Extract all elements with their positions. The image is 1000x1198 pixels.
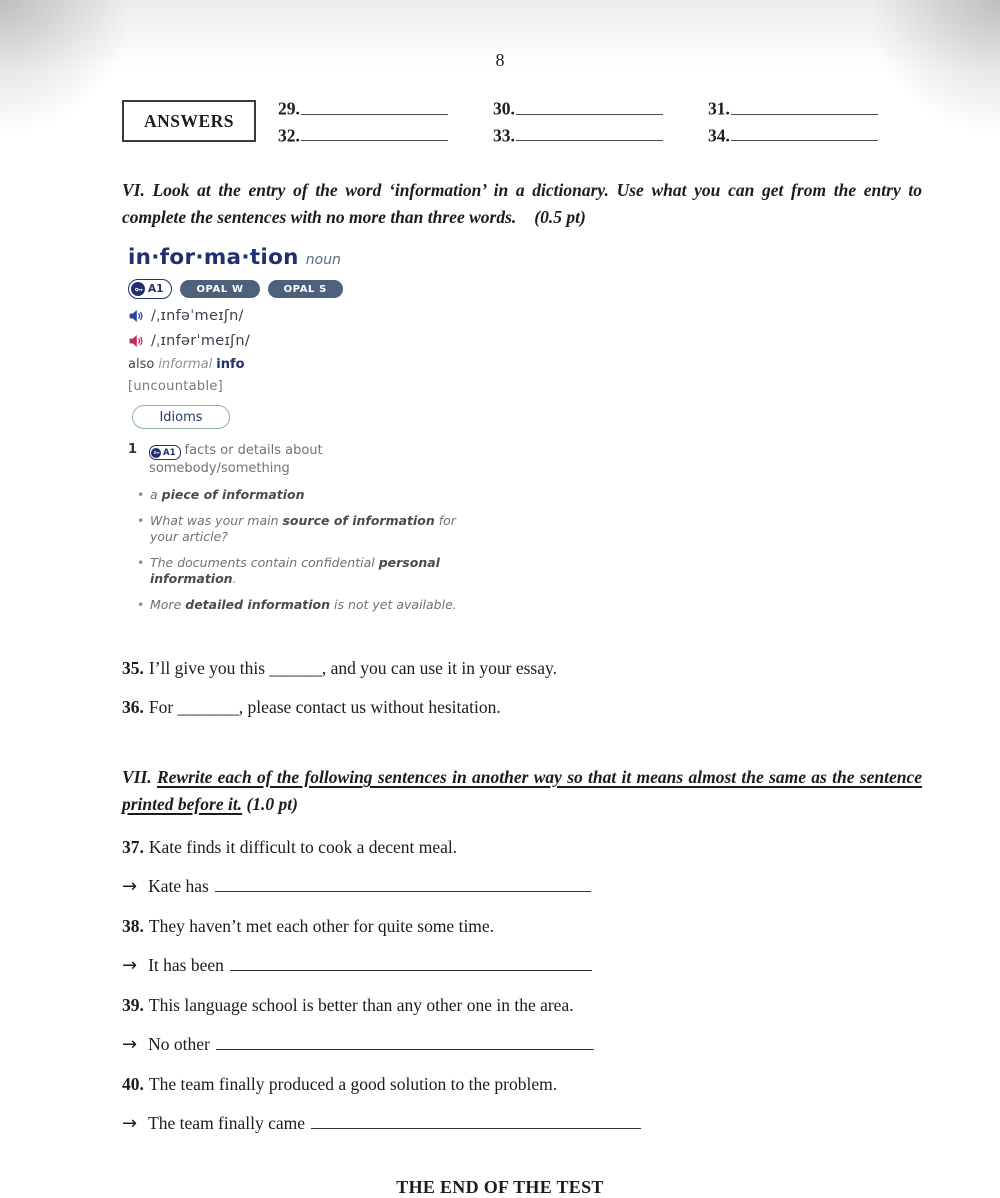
- arrow-icon: →: [122, 876, 138, 897]
- answer-line-38: [122, 952, 940, 979]
- pronunciation-uk-row: [128, 308, 473, 324]
- answer-number: 29.: [278, 98, 300, 119]
- question-text: The team finally produced a good solution to the problem.: [148, 1074, 558, 1094]
- page-number: 8: [495, 50, 505, 70]
- answer-line: [516, 123, 663, 142]
- question-35: [122, 655, 940, 681]
- question-40: [122, 1071, 940, 1097]
- grammar-label: [uncountable]: [128, 379, 224, 394]
- answer-line-40: [122, 1110, 940, 1137]
- speaker-icon-uk[interactable]: [128, 308, 144, 324]
- key-icon: [151, 448, 161, 458]
- answer-blank-line: [215, 874, 591, 893]
- answer-blank-line: [230, 953, 592, 972]
- speaker-icon-us[interactable]: [128, 333, 144, 349]
- question-text: This language school is better than any other one in the area.: [148, 995, 574, 1015]
- answer-line-39: [122, 1031, 940, 1058]
- dictionary-badge-row: [128, 279, 473, 299]
- key-icon: [131, 282, 145, 296]
- example-item: • More detailed information is not yet available.: [150, 597, 470, 614]
- example-item: • a piece of information: [150, 487, 470, 504]
- arrow-icon: →: [122, 1034, 138, 1055]
- level-label: A1: [163, 447, 176, 458]
- section-vi-text: VI. Look at the entry of the word ‘information’ in a dictionary. Use what you can get from the entry to complete the sentences with no more than three words.: [122, 180, 922, 227]
- answer-lead: Kate has: [148, 876, 209, 896]
- question-38: [122, 913, 940, 939]
- key-a1-mini-badge: [149, 445, 181, 460]
- register-label: informal: [158, 357, 213, 372]
- answer-blank-34: [708, 123, 923, 147]
- opal-s-badge[interactable]: OPAL S: [268, 280, 343, 298]
- also-informal-line: [128, 357, 473, 372]
- answer-lead: It has been: [148, 955, 224, 975]
- answers-section: [122, 96, 1000, 146]
- question-number: 40.: [122, 1074, 144, 1094]
- answer-line: [301, 123, 448, 142]
- question-37: [122, 834, 940, 860]
- opal-w-badge[interactable]: OPAL W: [180, 280, 259, 298]
- answers-box: ANSWERS: [122, 100, 256, 142]
- answer-blank-31: [708, 96, 923, 120]
- dictionary-headword-row: [128, 245, 473, 270]
- answer-number: 33.: [493, 125, 515, 145]
- section-vii-heading: [122, 764, 922, 818]
- section-vii-points: (1.0 pt): [246, 794, 298, 814]
- arrow-icon: →: [122, 955, 138, 976]
- ipa-us: /ˌɪnfərˈmeɪʃn/: [151, 333, 251, 349]
- pronunciation-us-row: [128, 333, 473, 349]
- end-of-test-label: THE END OF THE TEST: [396, 1177, 604, 1197]
- answer-number: 32.: [278, 125, 300, 145]
- question-number: 37.: [122, 837, 144, 857]
- answer-line: [516, 96, 663, 115]
- question-text: Kate finds it difficult to cook a decent meal.: [148, 837, 458, 857]
- question-text: For _______, please contact us without hesitation.: [148, 697, 501, 717]
- answer-lead: No other: [148, 1034, 210, 1054]
- answer-number: 31.: [708, 98, 730, 119]
- informal-variant: info: [216, 357, 245, 372]
- answer-blank-line: [216, 1032, 594, 1051]
- question-36: [122, 694, 940, 720]
- dict-headword: in·for·ma·tion: [128, 245, 299, 270]
- answer-line-37: [122, 873, 940, 900]
- also-label: also: [128, 357, 155, 372]
- section-vi-points: (0.5 pt): [534, 207, 586, 227]
- answer-number: 34.: [708, 125, 730, 145]
- section-vi-heading: [122, 177, 922, 231]
- question-number: 38.: [122, 916, 144, 936]
- dict-part-of-speech: noun: [305, 252, 341, 268]
- answer-blank-33: [493, 123, 708, 147]
- answers-grid: [278, 96, 923, 146]
- sense-1: [128, 442, 473, 478]
- question-39: [122, 992, 940, 1018]
- question-text: I’ll give you this ______, and you can use it in your essay.: [148, 658, 557, 678]
- answer-blank-line: [311, 1111, 641, 1130]
- definition: [149, 442, 387, 478]
- question-number: 35.: [122, 658, 144, 678]
- example-item: • The documents contain confidential personal information.: [150, 555, 470, 588]
- answer-blank-29: [278, 96, 493, 120]
- answer-line: [301, 96, 448, 115]
- example-item: • What was your main source of information for your article?: [150, 513, 470, 546]
- question-number: 39.: [122, 995, 144, 1015]
- section-vii-text: Rewrite each of the following sentences in another way so that it means almost the same as the sentence printed before it.: [122, 767, 923, 814]
- section-vii-prefix: VII.: [122, 767, 157, 787]
- example-list: [128, 487, 470, 613]
- question-number: 36.: [122, 697, 144, 717]
- question-text: They haven’t met each other for quite some time.: [148, 916, 495, 936]
- answer-blank-30: [493, 96, 708, 120]
- definition-text: facts or details about somebody/something: [149, 443, 323, 476]
- idioms-button[interactable]: Idioms: [132, 405, 230, 429]
- sense-number: 1: [128, 442, 138, 457]
- arrow-icon: →: [122, 1113, 138, 1134]
- answer-blank-32: [278, 123, 493, 147]
- answer-line: [731, 123, 878, 142]
- answer-number: 30.: [493, 98, 515, 119]
- dictionary-entry: [128, 245, 473, 613]
- ipa-uk: /ˌɪnfəˈmeɪʃn/: [151, 308, 244, 324]
- answer-lead: The team finally came: [148, 1113, 306, 1133]
- answer-line: [731, 96, 878, 115]
- oxford-key-a1-badge[interactable]: [128, 279, 172, 299]
- level-label: A1: [148, 283, 164, 295]
